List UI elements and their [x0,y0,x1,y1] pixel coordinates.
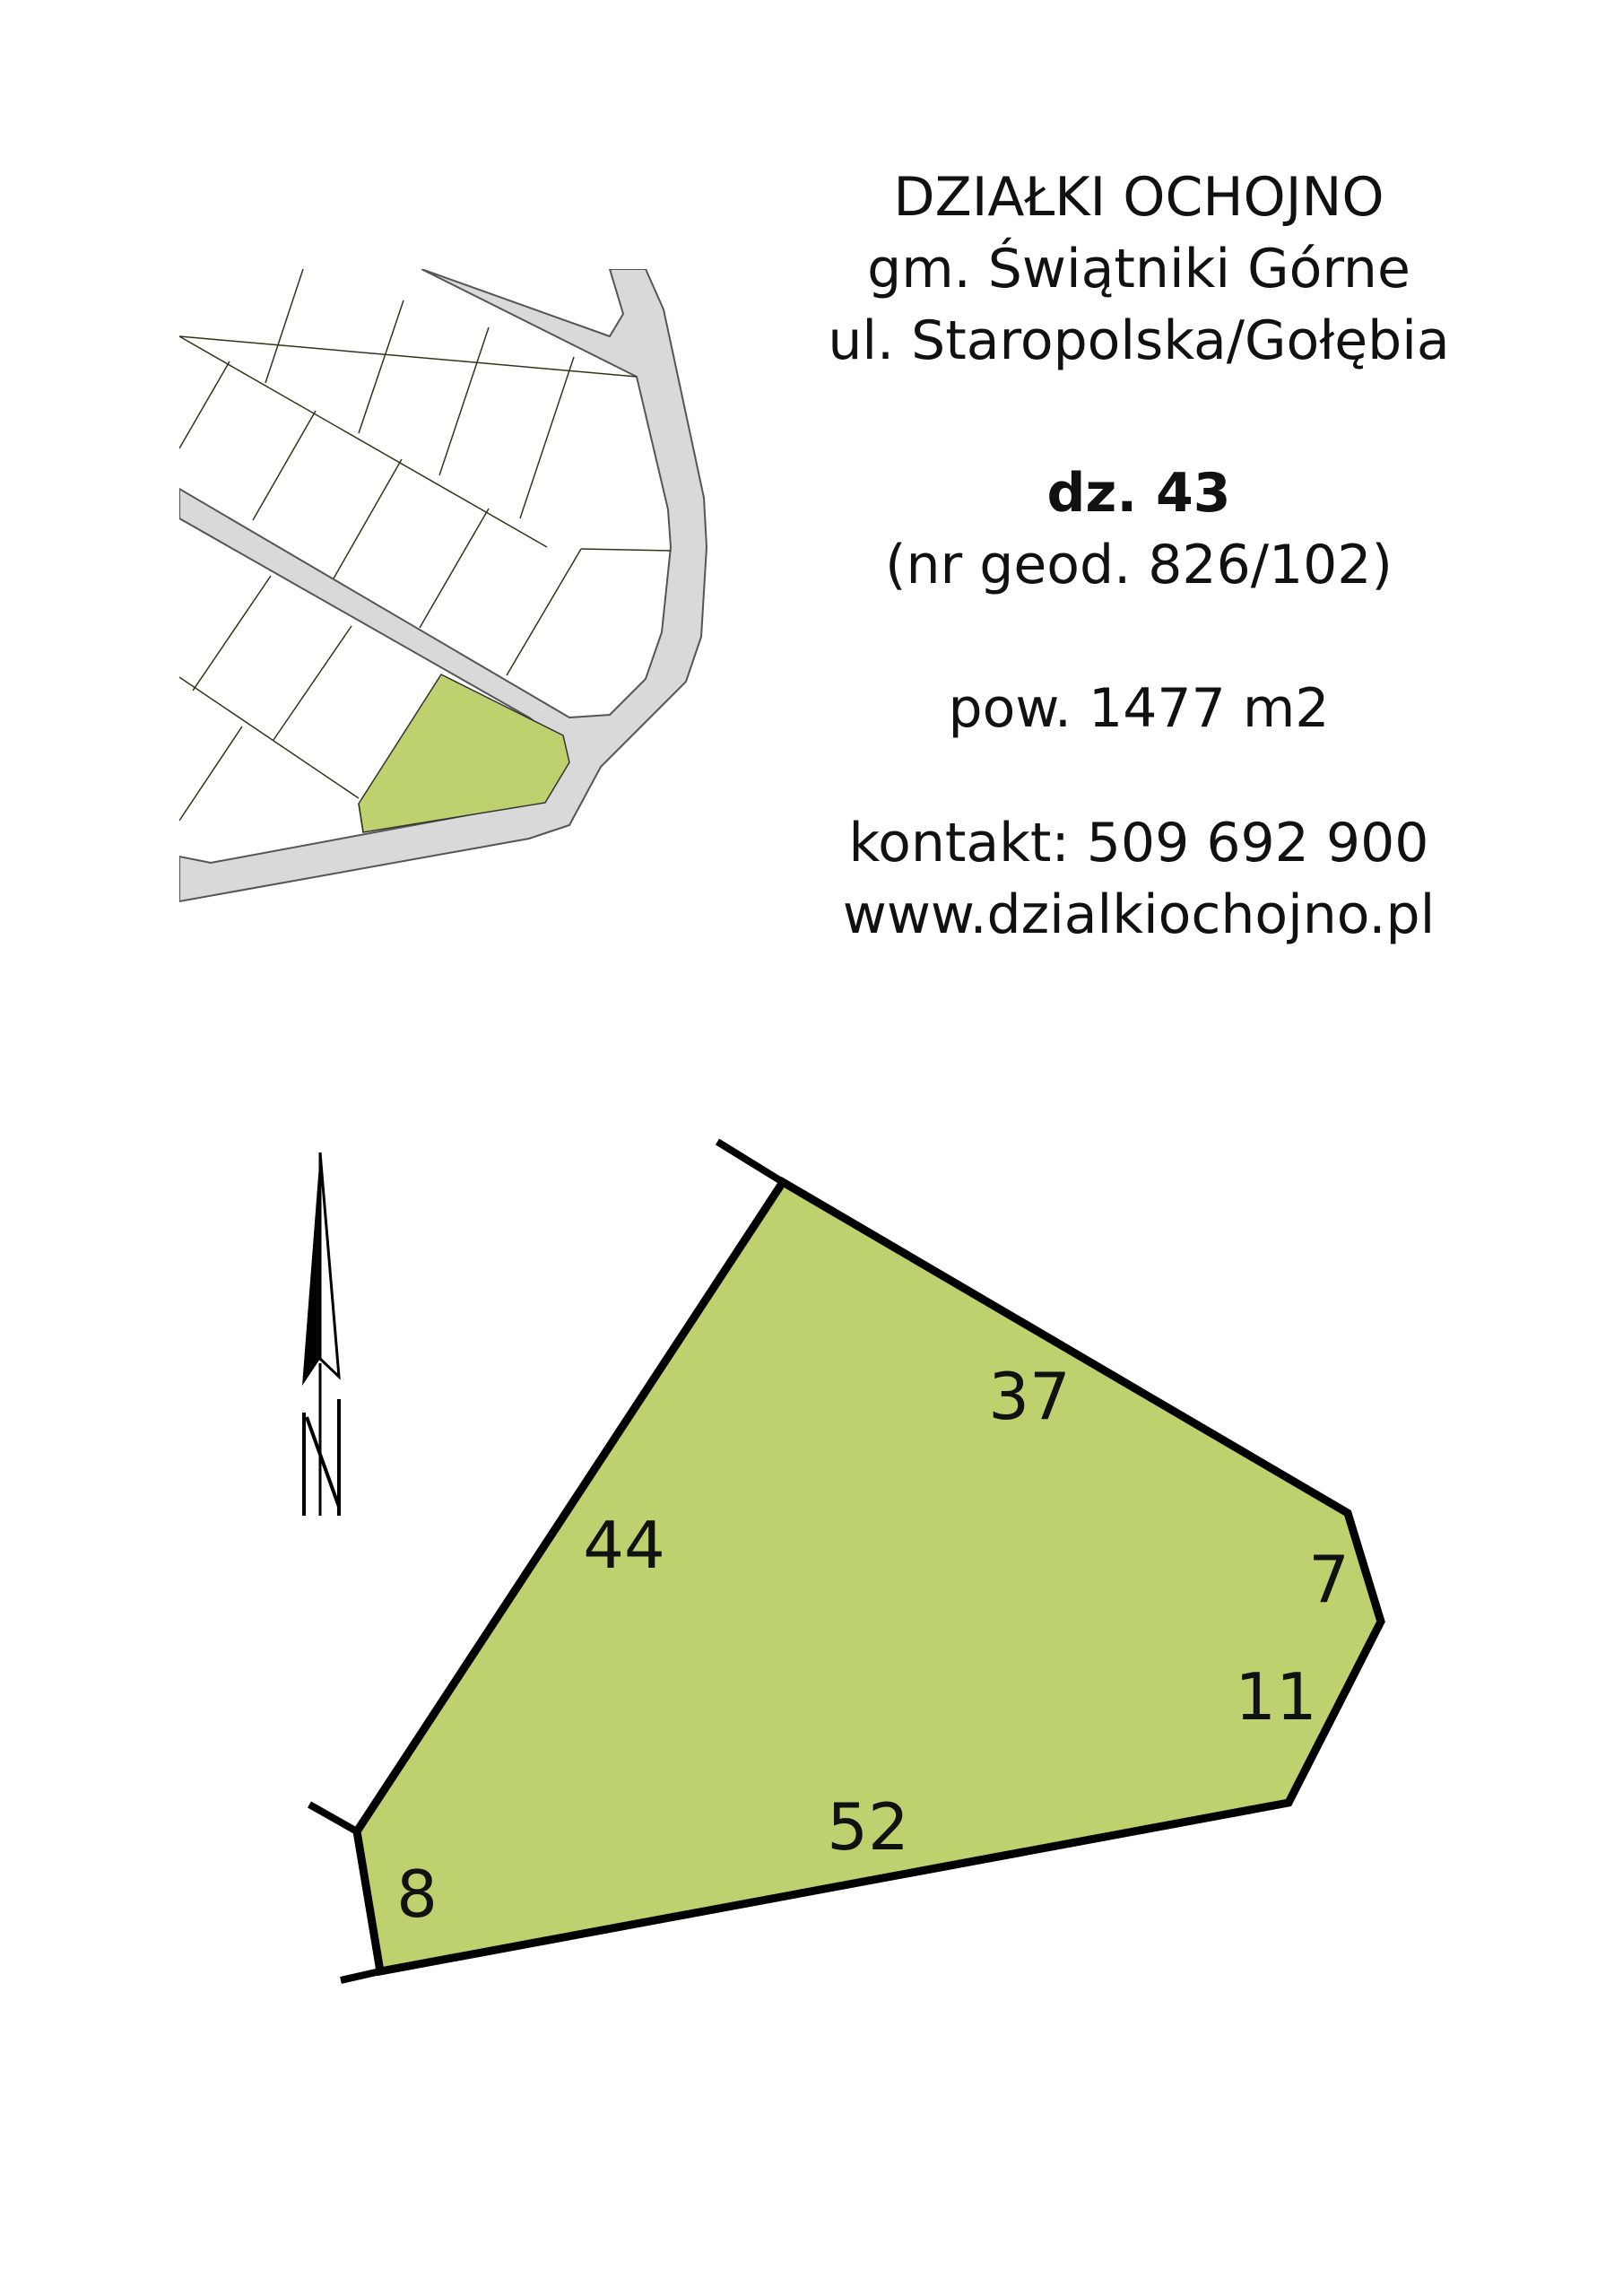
edge-label-north: 37 [988,1359,1071,1434]
plot-geodetic-number: (nr geod. 826/102) [885,534,1393,596]
street-label: ul. Staropolska/Gołębia [828,309,1450,372]
contact-phone: kontakt: 509 692 900 [848,812,1429,874]
plot-area: pow. 1477 m2 [948,677,1330,740]
north-arrow-icon [302,1152,339,1516]
edge-label-south: 52 [827,1789,909,1865]
contact-website: www.dzialkiochojno.pl [842,883,1436,946]
plot-name: dz. 43 [1046,462,1231,525]
edge-label-east-lower: 11 [1235,1659,1317,1735]
edge-label-west: 44 [583,1508,665,1583]
boundary-extension-west [309,1805,357,1831]
edge-label-east-upper: 7 [1308,1542,1350,1617]
municipality-label: gm. Świątniki Górne [867,238,1410,300]
boundary-extension-south [341,1971,380,1980]
site-title: DZIAŁKI OCHOJNO [893,166,1384,229]
plot-detail [309,1142,1381,1980]
boundary-extension-north [717,1142,783,1182]
edge-label-west-short: 8 [396,1857,438,1932]
